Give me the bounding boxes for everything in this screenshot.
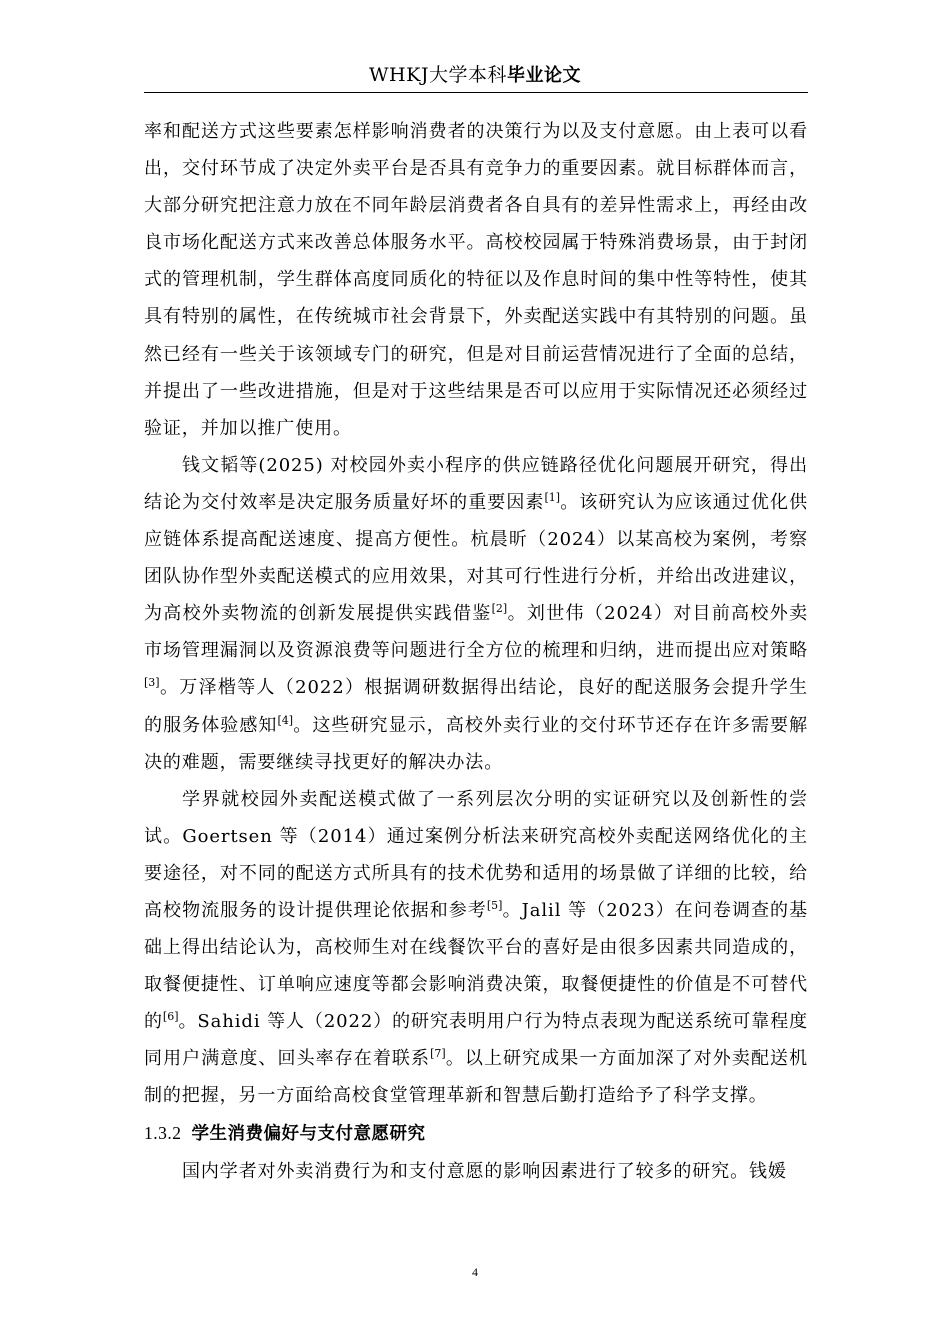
citation-marker: [5] — [486, 898, 503, 912]
section-heading — [144, 1115, 808, 1153]
section-title: 学生消费偏好与支付意愿研究 — [191, 1123, 426, 1144]
page-header — [0, 62, 950, 89]
citation-marker: [2] — [491, 602, 508, 616]
body-text — [144, 113, 808, 1190]
citation-marker: [3] — [144, 676, 160, 690]
paragraph-continued: 率和配送方式这些要素怎样影响消费者的决策行为以及支付意愿。由上表可以看出，交付环节成了决定外卖平台是否具有竞争力的重要因素。就目标群体而言，大部分研究把注意力放在不同年龄层消费者各自具有的差异性需求上，再经由改良市场化配送方式来改善总体服务水平。高校校园属于特殊消费场景，由于封闭式的管理机制，学生群体高度同质化的特征以及作息时间的集中性等特性，使其具有特别的属性，在传统城市社会背景下，外卖配送实践中有其特别的问题。虽然已经有一些关于该领域专门的研究，但是对目前运营情况进行了全面的总结，并提出了一些改进措施，但是对于这些结果是否可以应用于实际情况还必须经过验证，并加以推广使用。 — [144, 121, 808, 439]
header-thesis-label: 毕业论文 — [506, 65, 581, 86]
paragraph-academic: 学界就校园外卖配送模式做了一系列层次分明的实证研究以及创新性的尝试。Goertsen 等（2014）通过案例分析法来研究高校外卖配送网络优化的主要途径，对不同的配送方式所具有的技术优势和适用的场景做了详细的比较，给高校物流服务的设计提供理论依据和参考[5]。Jalil 等（2023）在问卷调查的基础上得出结论认为，高校师生对在线餐饮平台的喜好是由很多因素共同造成的，取餐便捷性、订单响应速度等都会影响消费决策，取餐便捷性的价值是不可替代的[6]。Sahidi 等人（2022）的研究表明用户行为特点表现为配送系统可靠程度同用户满意度、回头率存在着联系[7]。以上研究成果一方面加深了对外卖配送机制的把握，另一方面给高校食堂管理革新和智慧后勤打造给予了科学支撑。 — [144, 788, 808, 1107]
header-university: WHKJ大学本科 — [369, 64, 507, 86]
citation-marker: [7] — [430, 1047, 446, 1061]
paragraph-domestic: 国内学者对外卖消费行为和支付意愿的影响因素进行了较多的研究。钱媛 — [182, 1160, 787, 1182]
paragraph-qian: 钱文韬等(2025) 对校园外卖小程序的供应链路径优化问题展开研究，得出结论为交付效率是决定服务质量好坏的重要因素[1]。该研究认为应该通过优化供应链体系提高配送速度、提高方便性。杭晨昕（2024）以某高校为案例，考察团队协作型外卖配送模式的应用效果，对其可行性进行分析，并给出改进建议，为高校外卖物流的创新发展提供实践借鉴[2]。刘世伟（2024）对目前高校外卖市场管理漏洞以及资源浪费等问题进行全方位的梳理和归纳，进而提出应对策略[3]。万泽楷等人（2022）根据调研数据得出结论，良好的配送服务会提升学生的服务体验感知[4]。这些研究显示，高校外卖行业的交付环节还存在许多需要解决的难题，需要继续寻找更好的解决办法。 — [144, 454, 809, 773]
page-number: 4 — [472, 1265, 478, 1279]
citation-marker: [4] — [277, 713, 294, 727]
citation-marker: [6] — [162, 1010, 179, 1024]
citation-marker: [1] — [544, 490, 561, 504]
header-rule — [144, 92, 808, 93]
section-number: 1.3.2 — [144, 1122, 182, 1143]
